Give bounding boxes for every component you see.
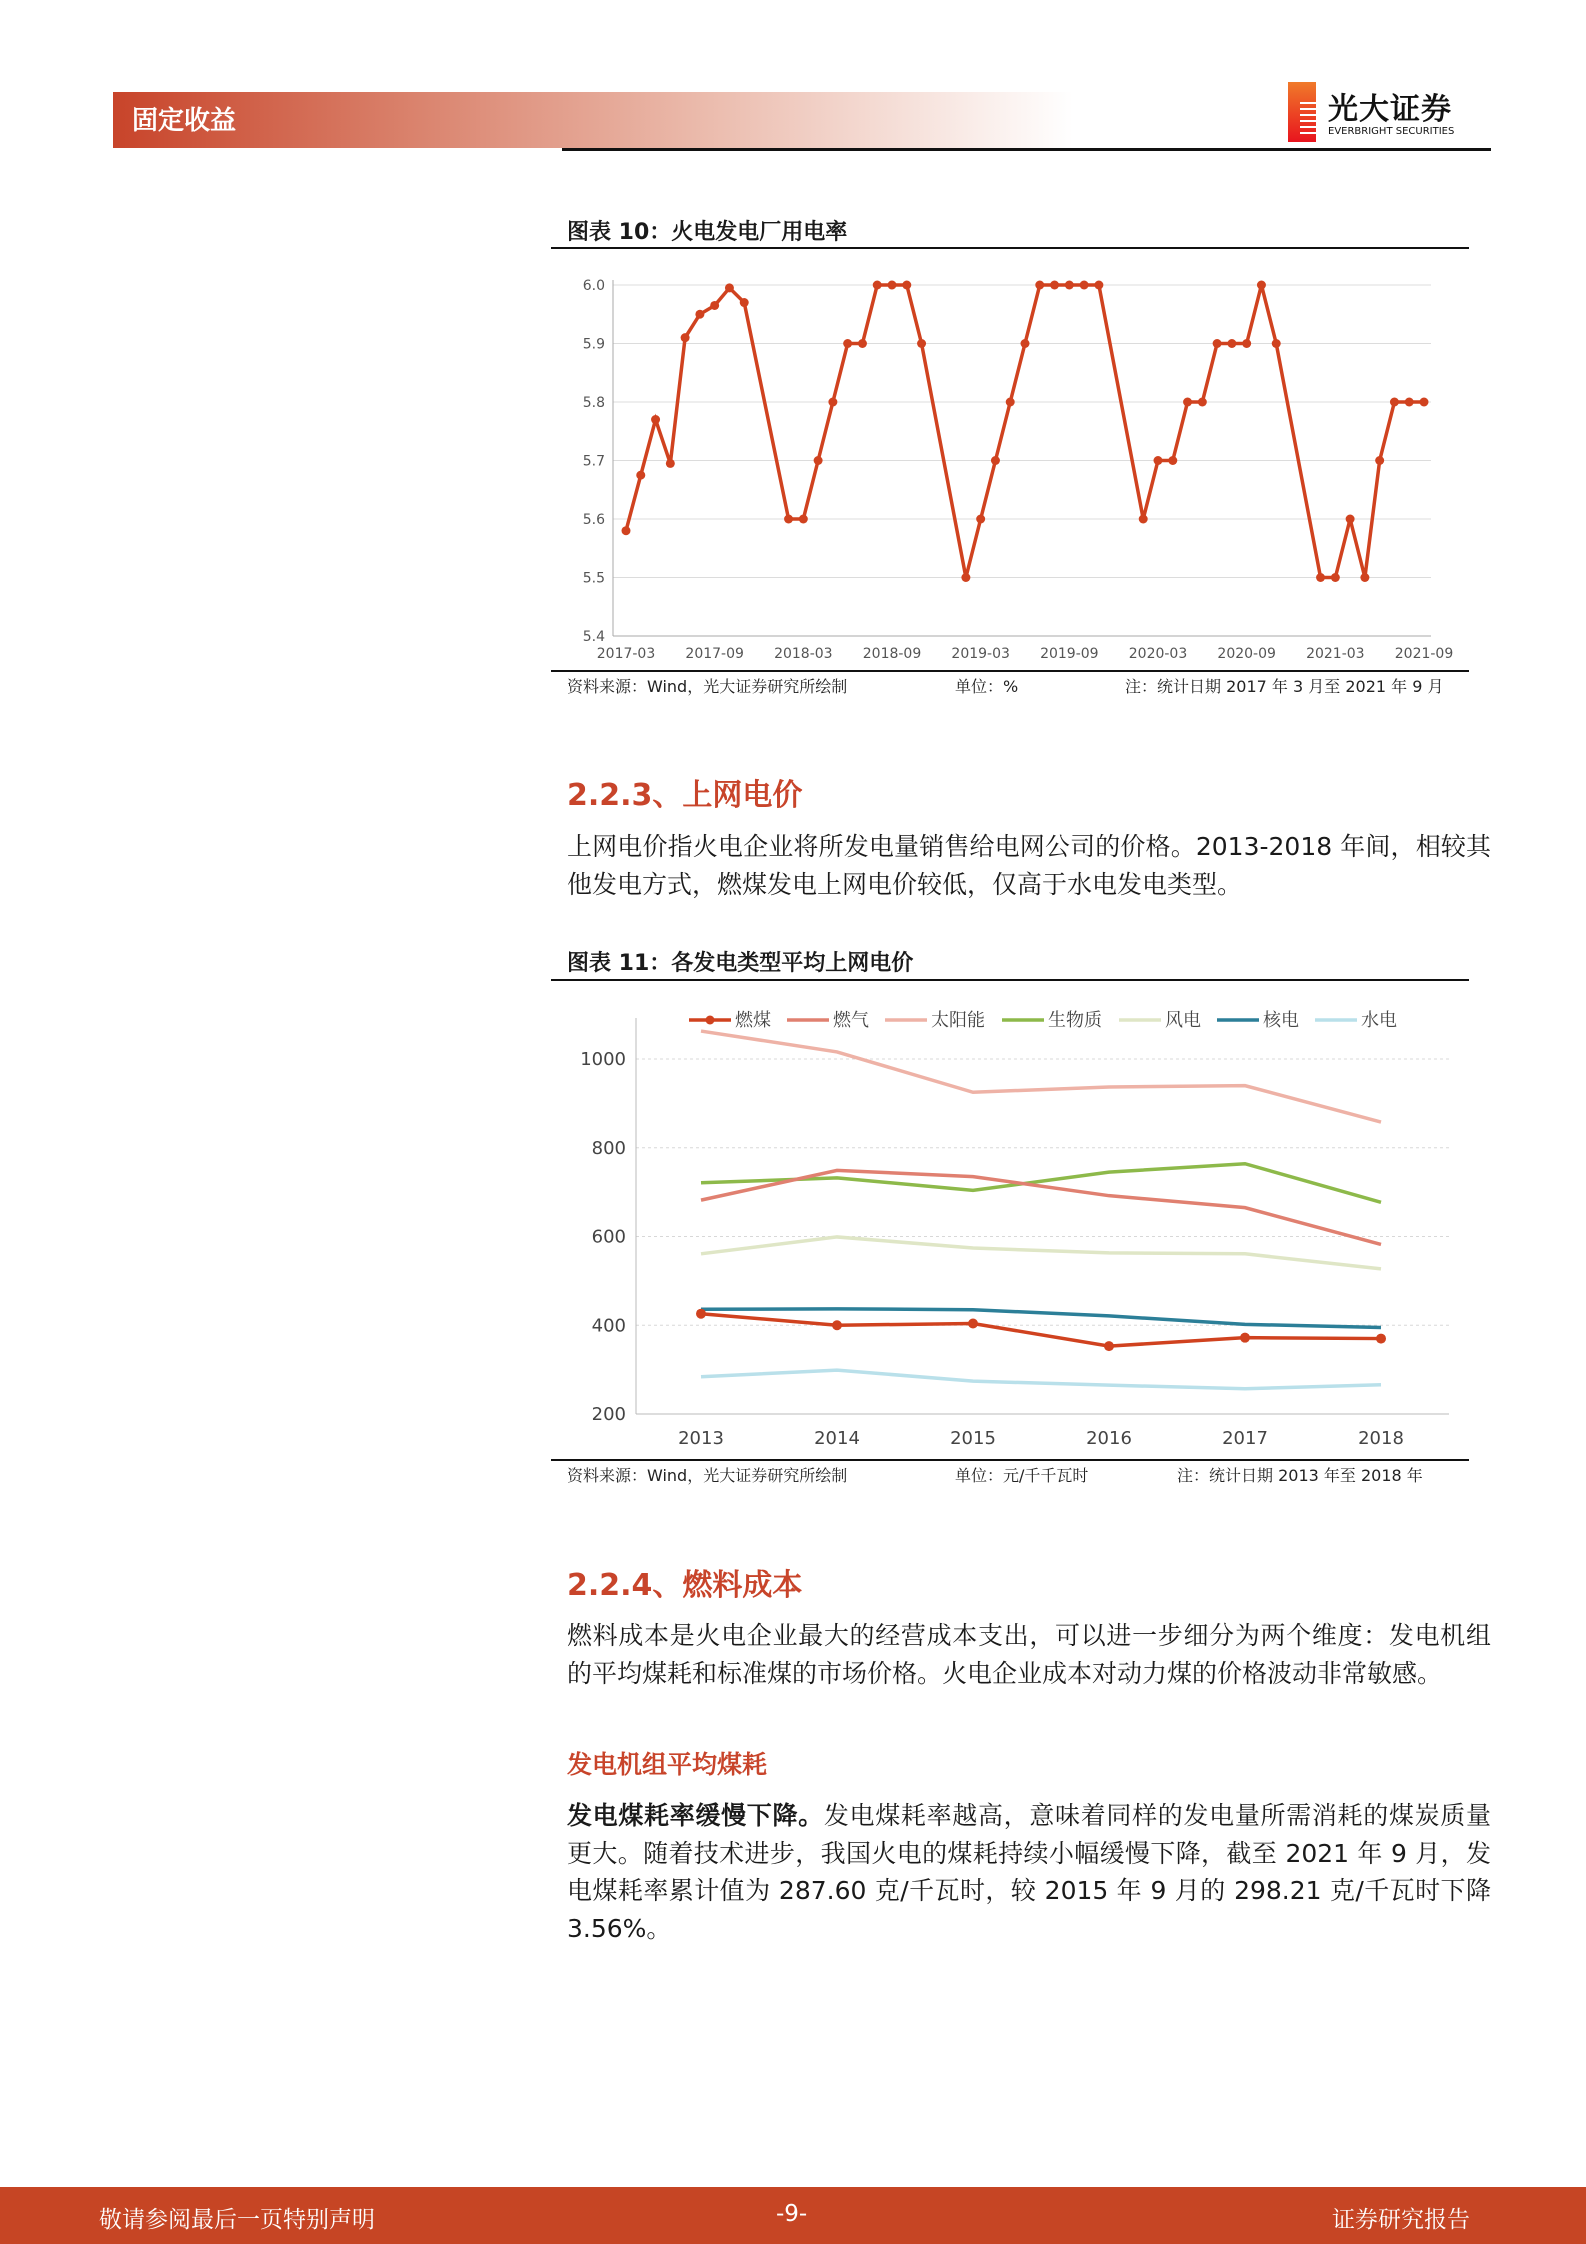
- data-point: [1094, 281, 1103, 290]
- data-point: [1375, 456, 1384, 465]
- logo-text-cn: 光大证券: [1328, 92, 1452, 127]
- legend-label: 太阳能: [931, 1010, 985, 1031]
- section-heading-2-2-3: 2.2.3、上网电价: [567, 778, 803, 813]
- x-tick-label: 2019-09: [1040, 646, 1099, 662]
- figure-11-bottom-rule: [551, 1459, 1469, 1461]
- data-point: [1376, 1334, 1386, 1344]
- legend-label: 水电: [1361, 1010, 1397, 1031]
- data-point: [1050, 281, 1059, 290]
- legend-label: 风电: [1165, 1010, 1201, 1031]
- data-point: [1021, 339, 1030, 348]
- data-point: [976, 515, 985, 524]
- data-point: [636, 471, 645, 480]
- y-tick-label: 600: [591, 1226, 626, 1248]
- legend-label: 生物质: [1048, 1010, 1102, 1031]
- series-line-太阳能: [701, 1031, 1381, 1122]
- data-point: [695, 310, 704, 319]
- section-label: 固定收益: [132, 106, 237, 136]
- data-point: [1139, 515, 1148, 524]
- figure-11-title: 图表 11：各发电类型平均上网电价: [567, 951, 914, 976]
- x-tick-label: 2020-03: [1128, 646, 1188, 662]
- y-tick-label: 5.8: [582, 395, 605, 411]
- data-point: [651, 415, 660, 424]
- figure-11-note: 注：统计日期 2013 年至 2018 年: [1177, 1466, 1423, 1485]
- x-tick-label: 2016: [1086, 1428, 1132, 1449]
- figure-10-title: 图表 10：火电发电厂用电率: [567, 220, 848, 245]
- data-point: [1227, 339, 1236, 348]
- x-tick-label: 2017-03: [596, 646, 656, 662]
- x-tick-label: 2020-09: [1217, 646, 1276, 662]
- data-point: [1316, 573, 1325, 582]
- series-line-风电: [701, 1237, 1381, 1269]
- data-point: [1257, 281, 1266, 290]
- data-point: [1213, 339, 1222, 348]
- figure-10-bottom-rule: [551, 670, 1469, 672]
- header-banner: [113, 92, 1073, 148]
- x-tick-label: 2021-03: [1306, 646, 1365, 662]
- series-line-水电: [701, 1370, 1381, 1389]
- x-tick-label: 2021-09: [1394, 646, 1454, 662]
- data-point: [1154, 456, 1163, 465]
- x-tick-label: 2017: [1222, 1428, 1268, 1449]
- figure-11-source: 资料来源：Wind，光大证券研究所绘制: [567, 1466, 848, 1485]
- data-point: [961, 573, 970, 582]
- footer-report-type: 证券研究报告: [1332, 2207, 1470, 2233]
- section-heading-2-2-4: 2.2.4、燃料成本: [567, 1568, 803, 1603]
- data-point: [814, 456, 823, 465]
- data-point: [1006, 398, 1015, 407]
- logo-text-en: EVERBRIGHT SECURITIES: [1328, 126, 1455, 137]
- data-point: [710, 301, 719, 310]
- series-line-生物质: [701, 1164, 1381, 1203]
- legend-label: 燃煤: [735, 1010, 771, 1031]
- y-tick-label: 200: [591, 1404, 626, 1425]
- series-line-燃煤: [701, 1314, 1381, 1346]
- figure-11-top-rule: [551, 979, 1469, 981]
- data-point: [784, 515, 793, 524]
- x-tick-label: 2019-03: [951, 646, 1010, 662]
- series-line-核电: [701, 1309, 1381, 1328]
- bold-lead: 发电煤耗率缓慢下降。: [567, 1801, 824, 1830]
- data-point: [873, 281, 882, 290]
- data-point: [1104, 1341, 1114, 1351]
- data-point: [1080, 281, 1089, 290]
- legend-marker: [706, 1016, 715, 1025]
- section-2-2-4-paragraph-2: [567, 1797, 1491, 1947]
- data-point: [1420, 398, 1429, 407]
- data-point: [1360, 573, 1369, 582]
- data-point: [666, 459, 675, 468]
- figure-10-top-rule: [551, 247, 1469, 249]
- data-point: [622, 526, 631, 535]
- data-point: [1272, 339, 1281, 348]
- data-point: [991, 456, 1000, 465]
- y-tick-label: 1000: [580, 1049, 626, 1070]
- data-point: [725, 283, 734, 292]
- page-footer: [0, 2187, 1586, 2244]
- x-tick-label: 2018-09: [862, 646, 922, 662]
- data-point: [1346, 515, 1355, 524]
- figure-10-note: 注：统计日期 2017 年 3 月至 2021 年 9 月: [1125, 677, 1444, 696]
- data-point: [902, 281, 911, 290]
- data-point: [968, 1318, 978, 1328]
- x-tick-label: 2014: [814, 1428, 860, 1449]
- data-point: [832, 1320, 842, 1330]
- y-tick-label: 400: [591, 1315, 626, 1337]
- page-number: -9-: [776, 2201, 808, 2227]
- data-point: [917, 339, 926, 348]
- x-tick-label: 2013: [678, 1428, 724, 1449]
- paragraph-2-body: 发电煤耗率越高，意味着同样的发电量所需消耗的煤炭质量更大。随着技术进步，我国火电的煤耗持续小幅缓慢下降，截至 2021 年 9 月，发电煤耗率累计值为 287.60 克/千瓦时，较 2015 年 9 月的 298.21 克/千瓦时下降 3.56%。: [567, 1801, 1491, 1943]
- x-tick-label: 2017-09: [685, 646, 744, 662]
- data-point: [1065, 281, 1074, 290]
- figure-11-unit: 单位：元/千千瓦时: [955, 1466, 1089, 1485]
- y-tick-label: 5.9: [582, 336, 605, 353]
- figure-10-unit: 单位：%: [955, 677, 1019, 696]
- data-point: [740, 298, 749, 307]
- data-point: [888, 281, 897, 290]
- data-point: [828, 398, 837, 407]
- data-point: [1183, 398, 1192, 407]
- x-tick-label: 2018-03: [774, 646, 833, 662]
- subheading-coal-consumption: 发电机组平均煤耗: [567, 1750, 768, 1779]
- data-point: [681, 333, 690, 342]
- x-tick-label: 2018: [1358, 1428, 1404, 1449]
- footer-disclaimer: 敬请参阅最后一页特别声明: [99, 2207, 375, 2233]
- section-2-2-3-paragraph: 上网电价指火电企业将所发电量销售给电网公司的价格。2013-2018 年间，相较其他发电方式，燃煤发电上网电价较低，仅高于水电发电类型。: [567, 832, 1491, 899]
- data-point: [1390, 398, 1399, 407]
- y-tick-label: 5.6: [582, 512, 605, 528]
- everbright-logo: [1288, 82, 1488, 144]
- data-point: [799, 515, 808, 524]
- y-tick-label: 6.0: [582, 278, 605, 294]
- data-point: [843, 339, 852, 348]
- data-point: [858, 339, 867, 348]
- data-point: [1035, 281, 1044, 290]
- chart-power-usage-rate: [551, 260, 1469, 670]
- y-tick-label: 5.5: [582, 570, 605, 587]
- chart-feed-in-tariff: [551, 990, 1469, 1458]
- data-point: [1198, 398, 1207, 407]
- header-divider: [562, 148, 1491, 151]
- figure-10-source: 资料来源：Wind，光大证券研究所绘制: [567, 677, 848, 696]
- data-point: [1240, 1333, 1250, 1343]
- y-tick-label: 800: [591, 1137, 626, 1159]
- data-point: [696, 1309, 706, 1319]
- legend-label: 燃气: [833, 1010, 869, 1031]
- logo-mark-icon: [1288, 82, 1316, 142]
- y-tick-label: 5.7: [582, 453, 605, 470]
- legend-label: 核电: [1263, 1010, 1299, 1031]
- data-point: [1168, 456, 1177, 465]
- data-point: [1405, 398, 1414, 407]
- data-point: [1331, 573, 1340, 582]
- section-2-2-4-paragraph: 燃料成本是火电企业最大的经营成本支出，可以进一步细分为两个维度：发电机组的平均煤耗和标准煤的市场价格。火电企业成本对动力煤的价格波动非常敏感。: [567, 1621, 1491, 1688]
- y-tick-label: 5.4: [582, 629, 605, 645]
- data-point: [1242, 339, 1251, 348]
- x-tick-label: 2015: [950, 1428, 996, 1449]
- series-line: [626, 285, 1424, 578]
